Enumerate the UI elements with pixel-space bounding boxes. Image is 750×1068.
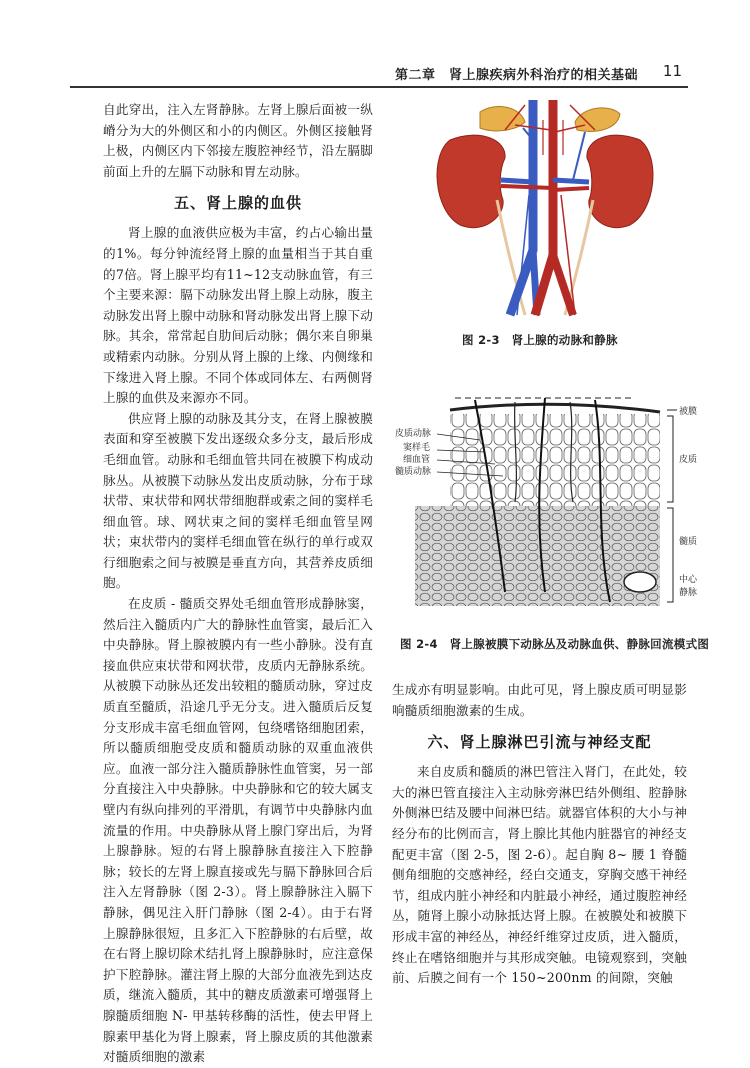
label-sinusoid-1: 窦样毛	[403, 443, 431, 453]
paragraph: 供应肾上腺的动脉及其分支，在肾上腺被膜表面和穿至被膜下发出逐级众多分支，最后形成毛细血管。动脉和毛细血管共同在被膜下构成动脉丛。从被膜下动脉丛发出皮质动脉，分布于球状带、束状带和网状带细胞群或索之间的窦样毛细血管。球、网状束之间的窦样毛细血管呈网状；束状带内的窦样毛细血管在纵行的单行或双行细胞索之间与被膜是垂直方向，其营养皮质细胞。	[103, 410, 373, 591]
left-column	[103, 100, 373, 1068]
label-sinusoid-2: 细血管	[403, 455, 431, 465]
figure-adrenal-schematic	[395, 392, 705, 624]
page-number: 11	[662, 62, 682, 80]
section-heading: 六、肾上腺淋巴引流与神经支配	[427, 733, 652, 752]
section-heading: 五、肾上腺的血供	[173, 194, 302, 213]
label-medullary-artery: 髓质动脉	[395, 467, 432, 477]
paragraph: 肾上腺的血液供应极为丰富，约占心输出量的1%。每分钟流经肾上腺的血量相当于其自重的7倍。肾上腺平均有11~12支动脉血管，有三个主要来源：膈下动脉发出肾上腺上动脉，腹主动脉发出肾上腺中动脉和肾动脉发出肾上腺下动脉。其余，常常起自肋间后动脉；偶尔来自卵巢或精索内动脉。分别从肾上腺的上缘、内侧缘和下缘进入肾上腺。不同个体或同体左、右两侧肾上腺的血供及来源亦不同。	[103, 225, 373, 406]
paragraph: 来自皮质和髓质的淋巴管注入肾门，在此处，较大的淋巴管直接注入主动脉旁淋巴结外侧组、腔静脉外侧淋巴结及腰中间淋巴结。就器官体积的大小与神经分布的比例而言，肾上腺比其他内脏器官的神经支配更丰富（图 2-5，图 2-6）。起自胸 8~ 腰 1 脊髓侧角细胞的交感神经，经白交通支，穿胸交感干神经节，组成内脏小神经和内脏最小神经，通过腹腔神经丛，随肾上腺小动脉抵达肾上腺。在被膜处和被膜下形成丰富的神经丛，神经纤维穿过皮质，进入髓质，终止在嗜铬细胞并与其形成突触。电镜观察到，突触前、后膜之间有一个 150~200nm 的间隙，突触	[392, 764, 687, 986]
figure-adrenal-vessels	[425, 100, 665, 320]
right-column	[392, 680, 687, 989]
paragraph: 生成亦有明显影响。由此可见，肾上腺皮质可明显影响髓质细胞激素的生成。	[392, 682, 687, 718]
label-cortex: 皮质	[679, 455, 698, 465]
figure-caption: 图 2-3 肾上腺的动脉和静脉	[462, 333, 618, 347]
label-capsule: 被膜	[679, 407, 698, 417]
chapter-title: 第二章 肾上腺疾病外科治疗的相关基础	[394, 68, 638, 83]
label-medulla: 髓质	[679, 537, 698, 547]
figure-caption: 图 2-4 肾上腺被膜下动脉丛及动脉血供、静脉回流模式图	[400, 637, 710, 651]
label-central: 中心	[679, 575, 698, 585]
label-cortical-artery: 皮质动脉	[395, 429, 432, 439]
paragraph: 在皮质 - 髓质交界处毛细血管形成静脉窦，然后注入髓质内广大的静脉性血管窦，最后汇入中央静脉。肾上腺被膜内有一些小静脉。没有直接血供应束状带和网状带，皮质内无静脉系统。从被膜下动脉丛还发出较粗的髓质动脉，穿过皮质直至髓质，沿途几乎无分支。进入髓质后反复分支形成丰富毛细血管网，包绕嗜铬细胞团索，所以髓质细胞受皮质和髓质动脉的双重血液供应。血液一部分注入髓质静脉性血管窦，另一部分直接注入中央静脉。中央静脉和它的较大属支壁内有纵向排列的平滑肌，有调节中央静脉内血流量的作用。中央静脉从肾上腺门穿出后，为肾上腺静脉。短的右肾上腺静脉直接注入下腔静脉；较长的左肾上腺直接或先与膈下静脉回合后注入左肾静脉（图 2-3）。肾上腺静脉注入膈下静脉，偶见注入肝门静脉（图 2-4）。由于右肾上腺静脉很短，且多汇入下腔静脉的右后壁，故在右肾上腺切除术结扎肾上腺静脉时，应注意保护下腔静脉。灌注肾上腺的大部分血液先到达皮质，继流入髓质，其中的糖皮质激素可增强肾上腺髓质细胞 N- 甲基转移酶的活性，使去甲肾上腺素甲基化为肾上腺素，肾上腺皮质的其他激素对髓质细胞的激素	[103, 596, 373, 1065]
running-header	[70, 56, 688, 88]
label-vein: 静脉	[679, 588, 698, 598]
paragraph: 自此穿出，注入左肾静脉。左肾上腺后面被一纵嵴分为大的外侧区和小的内侧区。外侧区接触肾上极，内侧区内下邻接左腹腔神经节，沿左膈脚前面上升的左膈下动脉和胃左动脉。	[103, 102, 373, 179]
